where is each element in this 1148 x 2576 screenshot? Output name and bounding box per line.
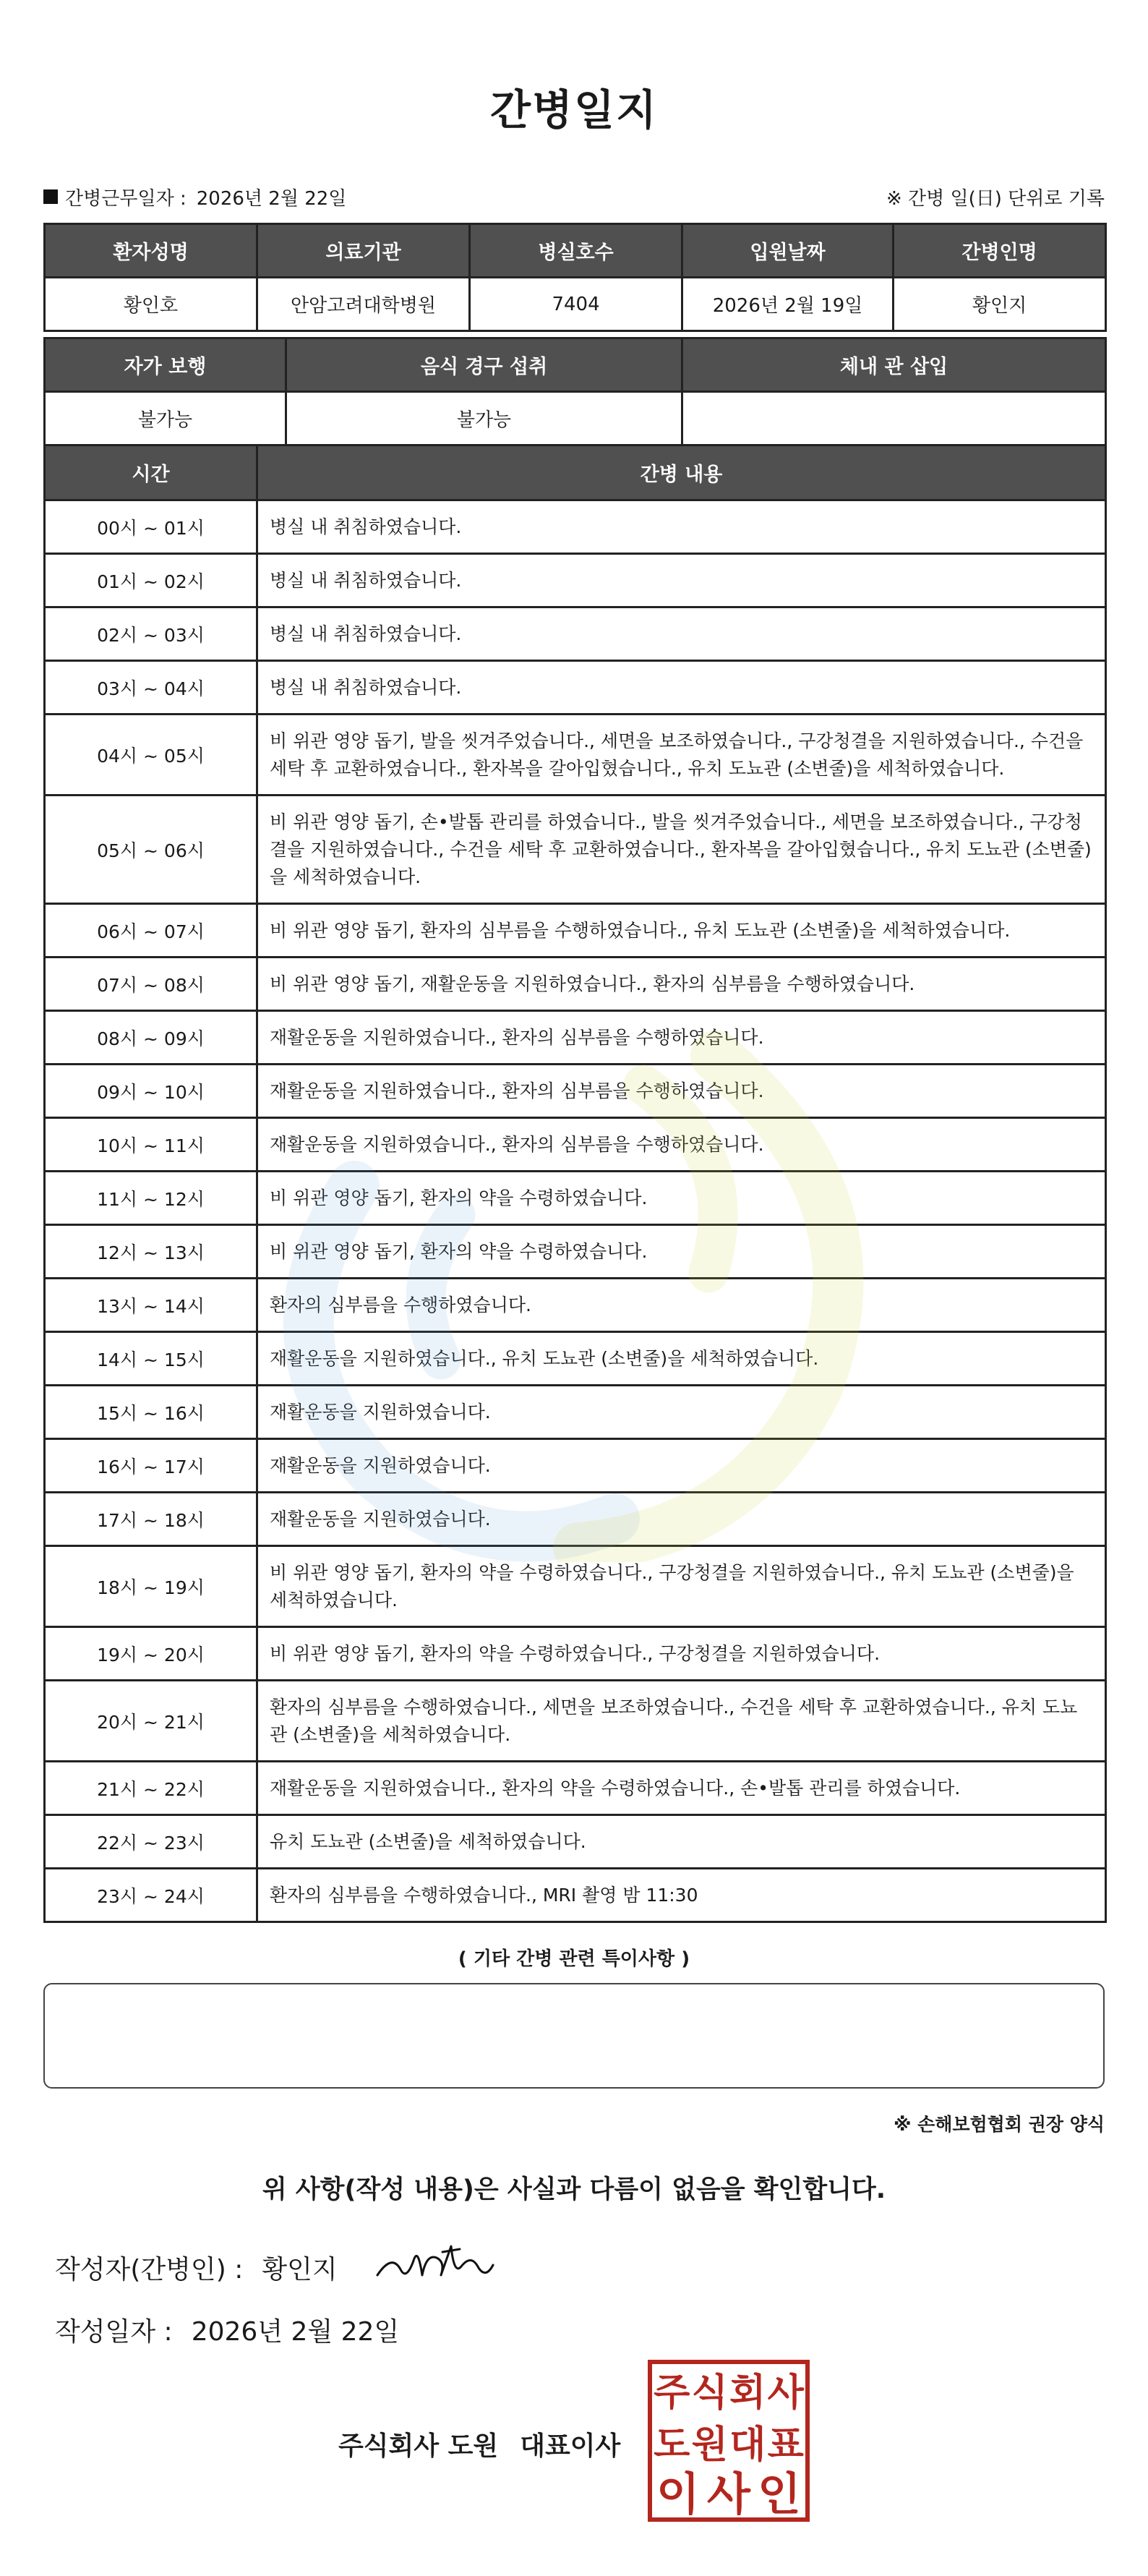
care-log-row [45, 904, 1106, 958]
care-log-row [45, 1386, 1106, 1439]
work-date-row [43, 182, 1105, 211]
company-name: 주식회사 도원 [338, 2431, 499, 2461]
document-title: 간병일지 [489, 85, 659, 135]
care-log-row [45, 1815, 1106, 1869]
care-log-row [45, 1869, 1106, 1922]
tube-insertion-value [682, 392, 1106, 445]
writer-name: 황인지 [262, 2255, 338, 2285]
care-log-row [45, 715, 1106, 796]
log-time: 00시 ~ 01시 [45, 500, 257, 554]
care-log-row [45, 1279, 1106, 1332]
care-log-row [45, 1065, 1106, 1118]
log-content: 재활운동을 지원하였습니다. [257, 1493, 1106, 1546]
admission-date-header: 입원날짜 [682, 224, 894, 278]
seal-character: 대 [729, 2423, 766, 2467]
log-time: 03시 ~ 04시 [45, 661, 257, 715]
care-log-row [45, 1493, 1106, 1546]
tube-insertion-header: 체내 관 삽입 [682, 338, 1106, 392]
work-date-value: 2026년 2월 22일 [196, 187, 347, 210]
patient-name-header: 환자성명 [45, 224, 257, 278]
seal-character: 원 [691, 2423, 728, 2467]
work-date-label: 간병근무일자 : [65, 187, 187, 210]
admission-date-value: 2026년 2월 19일 [682, 278, 894, 331]
log-content: 병실 내 취침하였습니다. [257, 554, 1106, 607]
special-notes-box [43, 1983, 1105, 2089]
room-number-value: 7404 [470, 278, 682, 331]
log-content: 비 위관 영양 돕기, 환자의 약을 수령하였습니다. [257, 1225, 1106, 1279]
care-log-row [45, 500, 1106, 554]
written-date-value: 2026년 2월 22일 [191, 2317, 400, 2347]
care-log-row [45, 1681, 1106, 1762]
seal-character: 인 [758, 2468, 801, 2520]
handwritten-signature-icon [370, 2225, 500, 2297]
self-walking-value: 불가능 [45, 392, 286, 445]
care-log-row [45, 1762, 1106, 1815]
log-content: 병실 내 취침하였습니다. [257, 607, 1106, 661]
room-number-header: 병실호수 [470, 224, 682, 278]
confirmation-statement: 위 사항(작성 내용)은 사실과 다름이 없음을 확인합니다. [262, 2175, 886, 2204]
patient-info-value-row [45, 278, 1106, 331]
seal-character: 이 [656, 2468, 700, 2520]
self-walking-header: 자가 보행 [45, 338, 286, 392]
seal-character: 도 [654, 2423, 690, 2467]
log-content: 재활운동을 지원하였습니다., 환자의 심부름을 수행하였습니다. [257, 1011, 1106, 1065]
log-content: 유치 도뇨관 (소변줄)을 세척하였습니다. [257, 1815, 1106, 1869]
log-content: 재활운동을 지원하였습니다., 환자의 심부름을 수행하였습니다. [257, 1065, 1106, 1118]
content-column-header: 간병 내용 [257, 445, 1106, 500]
seal-character: 회 [729, 2371, 766, 2415]
company-seal-icon [647, 2359, 810, 2522]
hospital-value: 안암고려대학병원 [257, 278, 470, 331]
care-log-header-row [45, 445, 1106, 500]
care-log-row [45, 1011, 1106, 1065]
care-log-row [45, 554, 1106, 607]
seal-character: 식 [691, 2371, 728, 2415]
log-content: 비 위관 영양 돕기, 환자의 심부름을 수행하였습니다., 유치 도뇨관 (소변줄)을 세척하였습니다. [257, 904, 1106, 958]
source-note: ※ 손해보험협회 권장 양식 [894, 2114, 1105, 2135]
log-time: 01시 ~ 02시 [45, 554, 257, 607]
care-log-row [45, 661, 1106, 715]
log-time: 14시 ~ 15시 [45, 1332, 257, 1386]
log-time: 09시 ~ 10시 [45, 1065, 257, 1118]
square-bullet-icon [43, 189, 58, 204]
log-time: 11시 ~ 12시 [45, 1172, 257, 1225]
log-content: 환자의 심부름을 수행하였습니다. [257, 1279, 1106, 1332]
care-log-row [45, 796, 1106, 904]
care-log-table [43, 444, 1107, 1923]
log-time: 16시 ~ 17시 [45, 1439, 257, 1493]
unit-note: ※ 간병 일(日) 단위로 기록 [886, 187, 1105, 210]
writer-label: 작성자(간병인) : [55, 2255, 244, 2285]
log-time: 10시 ~ 11시 [45, 1118, 257, 1172]
patient-name-value: 황인호 [45, 278, 257, 331]
log-content: 병실 내 취침하였습니다. [257, 500, 1106, 554]
work-date [43, 184, 346, 210]
log-content: 환자의 심부름을 수행하였습니다., 세면을 보조하였습니다., 수건을 세탁 후 교환하였습니다., 유치 도뇨관 (소변줄)을 세척하였습니다. [257, 1681, 1106, 1762]
care-log-row [45, 1172, 1106, 1225]
log-content: 비 위관 영양 돕기, 환자의 약을 수령하였습니다., 구강청결을 지원하였습니다., 유치 도뇨관 (소변줄)을 세척하였습니다. [257, 1546, 1106, 1627]
seal-character: 사 [767, 2371, 804, 2415]
care-log-row [45, 1439, 1106, 1493]
log-time: 19시 ~ 20시 [45, 1627, 257, 1681]
log-content: 비 위관 영양 돕기, 재활운동을 지원하였습니다., 환자의 심부름을 수행하였습니다. [257, 958, 1106, 1011]
patient-info-header-row [45, 224, 1106, 278]
log-content: 비 위관 영양 돕기, 손•발톱 관리를 하였습니다., 발을 씻겨주었습니다., 세면을 보조하였습니다., 구강청결을 지원하였습니다., 수건을 세탁 후 교환하였습니다., 환자복을 갈아입혔습니다., 유치 도뇨관 (소변줄)을 세척하였습니다. [257, 796, 1106, 904]
written-date-line [55, 2311, 399, 2348]
care-log-row [45, 607, 1106, 661]
log-content: 재활운동을 지원하였습니다., 환자의 약을 수령하였습니다., 손•발톱 관리를 하였습니다. [257, 1762, 1106, 1815]
company-title: 대표이사 [520, 2431, 621, 2461]
log-time: 15시 ~ 16시 [45, 1386, 257, 1439]
log-time: 07시 ~ 08시 [45, 958, 257, 1011]
log-content: 재활운동을 지원하였습니다. [257, 1386, 1106, 1439]
oral-intake-value: 불가능 [286, 392, 682, 445]
seal-character: 표 [767, 2423, 804, 2467]
log-time: 02시 ~ 03시 [45, 607, 257, 661]
ability-value-row [45, 392, 1106, 445]
company-line [338, 2426, 620, 2462]
log-time: 04시 ~ 05시 [45, 715, 257, 796]
care-log-row [45, 1225, 1106, 1279]
log-time: 08시 ~ 09시 [45, 1011, 257, 1065]
caregiver-name-header: 간병인명 [894, 224, 1106, 278]
hospital-header: 의료기관 [257, 224, 470, 278]
log-time: 20시 ~ 21시 [45, 1681, 257, 1762]
log-content: 재활운동을 지원하였습니다. [257, 1439, 1106, 1493]
log-time: 22시 ~ 23시 [45, 1815, 257, 1869]
writer-line [55, 2249, 338, 2286]
log-content: 재활운동을 지원하였습니다., 환자의 심부름을 수행하였습니다. [257, 1118, 1106, 1172]
care-log-row [45, 1627, 1106, 1681]
written-date-label: 작성일자 : [55, 2317, 173, 2347]
oral-intake-header: 음식 경구 섭취 [286, 338, 682, 392]
care-log-row [45, 1332, 1106, 1386]
seal-character: 주 [654, 2371, 690, 2415]
log-time: 21시 ~ 22시 [45, 1762, 257, 1815]
log-time: 18시 ~ 19시 [45, 1546, 257, 1627]
seal-character: 사 [707, 2468, 750, 2520]
log-content: 환자의 심부름을 수행하였습니다., MRI 촬영 밤 11:30 [257, 1869, 1106, 1922]
caregiver-name-value: 황인지 [894, 278, 1106, 331]
log-content: 재활운동을 지원하였습니다., 유치 도뇨관 (소변줄)을 세척하였습니다. [257, 1332, 1106, 1386]
log-content: 비 위관 영양 돕기, 환자의 약을 수령하였습니다., 구강청결을 지원하였습니다. [257, 1627, 1106, 1681]
patient-info-table [43, 223, 1107, 446]
time-column-header: 시간 [45, 445, 257, 500]
care-log-row [45, 1118, 1106, 1172]
log-time: 06시 ~ 07시 [45, 904, 257, 958]
care-log-row [45, 1546, 1106, 1627]
log-content: 비 위관 영양 돕기, 환자의 약을 수령하였습니다. [257, 1172, 1106, 1225]
care-log-row [45, 958, 1106, 1011]
log-time: 05시 ~ 06시 [45, 796, 257, 904]
special-notes-title: ( 기타 간병 관련 특이사항 ) [458, 1948, 690, 1970]
log-time: 12시 ~ 13시 [45, 1225, 257, 1279]
ability-header-row [45, 338, 1106, 392]
log-content: 비 위관 영양 돕기, 발을 씻겨주었습니다., 세면을 보조하였습니다., 구강청결을 지원하였습니다., 수건을 세탁 후 교환하였습니다., 환자복을 갈아입혔습니다., 유치 도뇨관 (소변줄)을 세척하였습니다. [257, 715, 1106, 796]
log-time: 17시 ~ 18시 [45, 1493, 257, 1546]
log-time: 13시 ~ 14시 [45, 1279, 257, 1332]
log-content: 병실 내 취침하였습니다. [257, 661, 1106, 715]
log-time: 23시 ~ 24시 [45, 1869, 257, 1922]
